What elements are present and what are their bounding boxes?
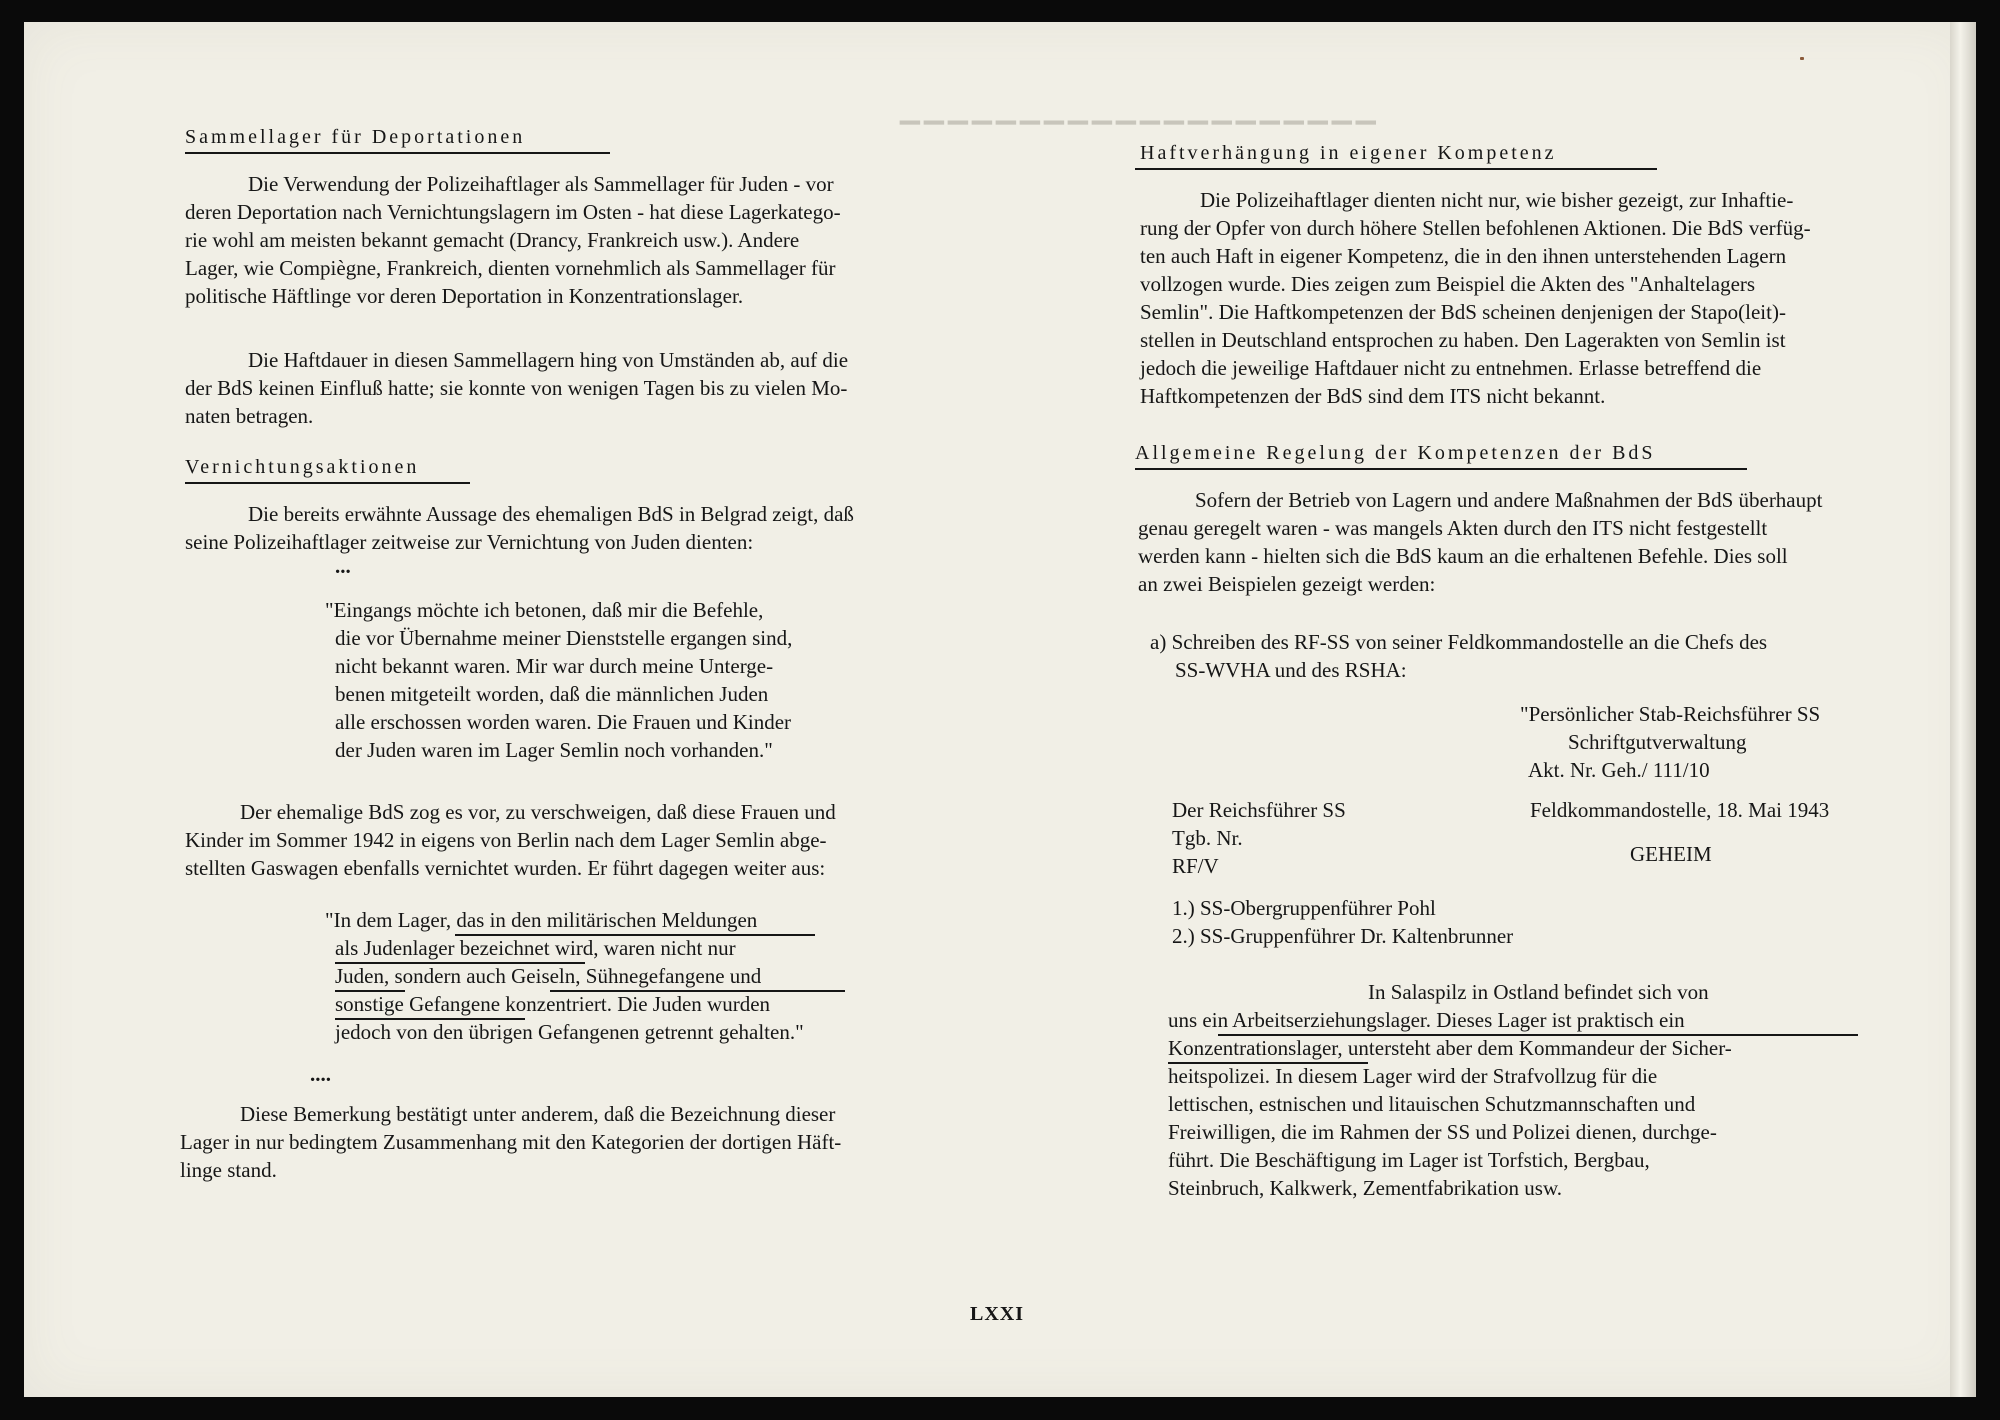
right-item-a-line: SS-WVHA und des RSHA: xyxy=(1175,658,1407,682)
place-date: Feldkommandostelle, 18. Mai 1943 xyxy=(1530,798,1830,822)
right-p2-line: an zwei Beispielen gezeigt werden: xyxy=(1138,572,1436,596)
right-p1-line: vollzogen wurde. Dies zeigen zum Beispiel die Akten des "Anhaltelagers xyxy=(1140,272,1756,296)
left-p5-line: Diese Bemerkung bestätigt unter anderem, daß die Bezeichnung dieser xyxy=(240,1102,836,1126)
left-p2-line: naten betragen. xyxy=(185,404,314,428)
left-p2-line: Die Haftdauer in diesen Sammellagern hing von Umständen ab, auf die xyxy=(248,348,849,372)
letterhead-line: Schriftgutverwaltung xyxy=(1568,730,1747,754)
left-p4-line: stellten Gaswagen ebenfalls vernichtet wurden. Er führt dagegen weiter aus: xyxy=(185,856,826,880)
letterhead-line: "Persönlicher Stab-Reichsführer SS xyxy=(1520,702,1821,726)
sender-line: RF/V xyxy=(1172,854,1219,878)
left-quote1-line: alle erschossen worden waren. Die Frauen und Kinder xyxy=(335,710,792,734)
letter-body-line: Freiwilligen, die im Rahmen der SS und Polizei dienen, durchge- xyxy=(1168,1120,1717,1144)
right-p2-line: genau geregelt waren - was mangels Akten durch den ITS nicht festgestellt xyxy=(1138,516,1768,540)
left-p2-line: der BdS keinen Einfluß hatte; sie konnte von wenigen Tagen bis zu vielen Mo- xyxy=(185,376,848,400)
recipient-line: 2.) SS-Gruppenführer Dr. Kaltenbrunner xyxy=(1172,924,1514,948)
left-p1-line: deren Deportation nach Vernichtungslagern im Osten - hat diese Lagerkatego- xyxy=(185,200,841,224)
right-p1-line: Semlin". Die Haftkompetenzen der BdS scheinen denjenigen der Stapo(leit)- xyxy=(1140,300,1786,324)
bleed-through-heading: ▔▔▔▔▔▔▔▔▔▔▔▔▔▔▔▔▔▔▔▔ xyxy=(900,122,1380,151)
left-quote1-line: der Juden waren im Lager Semlin noch vorhanden." xyxy=(335,738,773,762)
right-p2-line: werden kann - hielten sich die BdS kaum an die erhaltenen Befehle. Dies soll xyxy=(1138,544,1788,568)
left-p5-line: Lager in nur bedingtem Zusammenhang mit den Kategorien der dortigen Häft- xyxy=(180,1130,842,1154)
letterhead-line: Akt. Nr. Geh./ 111/10 xyxy=(1528,758,1710,782)
left-p5-line: linge stand. xyxy=(180,1158,277,1182)
recipient-line: 1.) SS-Obergruppenführer Pohl xyxy=(1172,896,1436,920)
sender-line: Tgb. Nr. xyxy=(1172,826,1243,850)
letter-body-line: uns ein Arbeitserziehungslager. Dieses Lager ist praktisch ein xyxy=(1168,1008,1685,1032)
left-quote2-line: sonstige Gefangene konzentriert. Die Juden wurden xyxy=(335,992,771,1016)
heading-underline xyxy=(185,482,470,484)
letter-body-line: führt. Die Beschäftigung im Lager ist Torfstich, Bergbau, xyxy=(1168,1148,1650,1172)
left-quote1-line: benen mitgeteilt worden, daß die männlichen Juden xyxy=(335,682,769,706)
right-p1-line: ten auch Haft in eigener Kompetenz, die in den ihnen unterstehenden Lagern xyxy=(1140,244,1787,268)
left-quote2-line: jedoch von den übrigen Gefangenen getrennt gehalten." xyxy=(335,1020,804,1044)
left-p1-line: politische Häftlinge vor deren Deportation in Konzentrationslager. xyxy=(185,284,744,308)
left-p1-line: Die Verwendung der Polizeihaftlager als Sammellager für Juden - vor xyxy=(248,172,834,196)
right-item-a-line: a) Schreiben des RF-SS von seiner Feldkommandostelle an die Chefs des xyxy=(1150,630,1768,654)
right-p1-line: rung der Opfer von durch höhere Stellen befohlenen Aktionen. Die BdS verfüg- xyxy=(1140,216,1811,240)
ellipsis: .... xyxy=(310,1062,331,1086)
right-p2-line: Sofern der Betrieb von Lagern und andere Maßnahmen der BdS überhaupt xyxy=(1195,488,1823,512)
sender-line: Der Reichsführer SS xyxy=(1172,798,1346,822)
left-quote2-line: Juden, sondern auch Geiseln, Sühnegefangene und xyxy=(335,964,762,988)
letter-body-line: In Salaspilz in Ostland befindet sich von xyxy=(1368,980,1709,1004)
ellipsis: ... xyxy=(335,554,351,578)
left-p1-line: rie wohl am meisten bekannt gemacht (Drancy, Frankreich usw.). Andere xyxy=(185,228,800,252)
page-edge xyxy=(1950,22,1976,1397)
heading-underline xyxy=(1135,168,1657,170)
left-quote2-line: als Judenlager bezeichnet wird, waren nicht nur xyxy=(335,936,736,960)
page-number: LXXI xyxy=(970,1303,1025,1325)
left-quote1-line: nicht bekannt waren. Mir war durch meine Unterge- xyxy=(335,654,774,678)
letter-body-line: Konzentrationslager, untersteht aber dem Kommandeur der Sicher- xyxy=(1168,1036,1732,1060)
left-p3-line: seine Polizeihaftlager zeitweise zur Vernichtung von Juden dienten: xyxy=(185,530,754,554)
heading-underline xyxy=(1135,468,1747,470)
letter-body-line: Steinbruch, Kalkwerk, Zementfabrikation usw. xyxy=(1168,1176,1563,1200)
letter-body-line: lettischen, estnischen und litauischen Schutzmannschaften und xyxy=(1168,1092,1696,1116)
left-quote1-line: die vor Übernahme meiner Dienststelle ergangen sind, xyxy=(335,626,793,650)
right-heading-haftverhaengung: Haftverhängung in eigener Kompetenz xyxy=(1140,142,1557,164)
heading-underline xyxy=(185,152,610,154)
left-quote1-line: "Eingangs möchte ich betonen, daß mir die Befehle, xyxy=(325,598,764,622)
right-p1-line: stellen in Deutschland entsprochen zu haben. Den Lagerakten von Semlin ist xyxy=(1140,328,1786,352)
left-heading-sammellager: Sammellager für Deportationen xyxy=(185,126,526,148)
right-p1-line: jedoch die jeweilige Haftdauer nicht zu entnehmen. Erlasse betreffend die xyxy=(1140,356,1762,380)
right-p1-line: Haftkompetenzen der BdS sind dem ITS nicht bekannt. xyxy=(1140,384,1606,408)
left-heading-vernichtungsaktionen: Vernichtungsaktionen xyxy=(185,456,420,478)
classification-geheim: GEHEIM xyxy=(1630,842,1712,866)
right-p1-line: Die Polizeihaftlager dienten nicht nur, wie bisher gezeigt, zur Inhaftie- xyxy=(1200,188,1794,212)
left-p3-line: Die bereits erwähnte Aussage des ehemaligen BdS in Belgrad zeigt, daß xyxy=(248,502,854,526)
left-p4-line: Kinder im Sommer 1942 in eigens von Berlin nach dem Lager Semlin abge- xyxy=(185,828,827,852)
right-heading-allgemeine-regelung: Allgemeine Regelung der Kompetenzen der BdS xyxy=(1135,442,1656,464)
left-p1-line: Lager, wie Compiègne, Frankreich, dienten vornehmlich als Sammellager für xyxy=(185,256,836,280)
letter-body-line: heitspolizei. In diesem Lager wird der Strafvollzug für die xyxy=(1168,1064,1658,1088)
left-quote2-line: "In dem Lager, das in den militärischen Meldungen xyxy=(325,908,758,932)
left-p4-line: Der ehemalige BdS zog es vor, zu verschweigen, daß diese Frauen und xyxy=(240,800,836,824)
paper-speck xyxy=(1800,57,1804,60)
